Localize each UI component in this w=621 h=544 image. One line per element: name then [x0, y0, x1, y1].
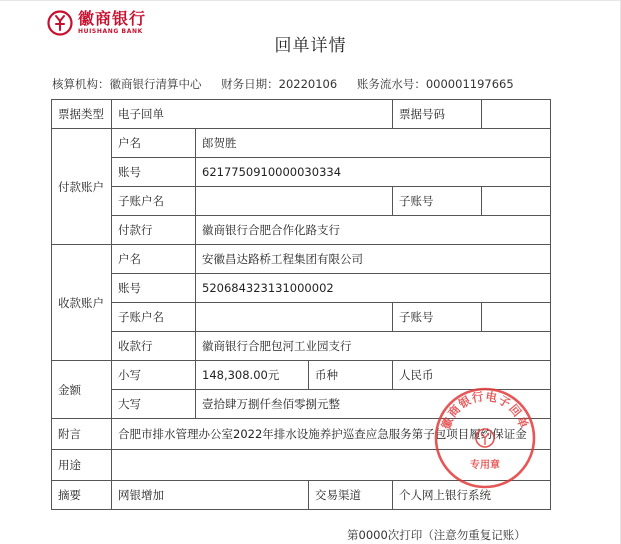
channel-label: 交易渠道 [309, 481, 393, 510]
bank-name-cn: 徽商银行 [78, 9, 147, 28]
amount-small-label: 小写 [112, 361, 196, 390]
payer-sub-no-label: 子账号 [393, 187, 482, 216]
payee-group-label: 收款账户 [52, 245, 112, 361]
usage-value [112, 450, 551, 481]
page-title: 回单详情 [274, 36, 347, 56]
payer-sub-name-value [196, 187, 393, 216]
table-row [52, 274, 551, 303]
payee-account-label: 账号 [112, 274, 196, 303]
payee-sub-no-label: 子账号 [393, 303, 482, 332]
table-row [52, 419, 551, 450]
seal-top-text: 徽商银行电子回单 [438, 389, 532, 432]
table-row [52, 100, 551, 129]
table-row [52, 481, 551, 510]
payee-sub-no-value [482, 303, 551, 332]
amount-small-value: 148,308.00元 [196, 361, 309, 390]
payer-bank-label: 付款行 [112, 216, 196, 245]
table-row [52, 450, 551, 481]
payer-name-label: 户名 [112, 129, 196, 158]
payer-bank-value: 徽商银行合肥合作化路支行 [196, 216, 551, 245]
table-row [52, 303, 551, 332]
table-row [52, 332, 551, 361]
payee-name-value: 安徽昌达路桥工程集团有限公司 [196, 245, 551, 274]
receipt-meta [52, 76, 530, 92]
table-row [52, 187, 551, 216]
payee-sub-name-label: 子账户名 [112, 303, 196, 332]
ticket-type-value: 电子回单 [112, 100, 393, 129]
payee-bank-value: 徽商银行合肥包河工业园支行 [196, 332, 551, 361]
postscript-value: 合肥市排水管理办公室2022年排水设施养护巡查应急服务第子包项目履约保证金 [112, 419, 551, 450]
usage-label: 用途 [52, 450, 112, 481]
print-note: 第0000次打印（注意勿重复记账） [347, 528, 526, 542]
ticket-no-value [482, 100, 551, 129]
channel-value: 个人网上银行系统 [393, 481, 551, 510]
receipt-table [51, 99, 551, 510]
payer-account-value: 6217750910000030334 [196, 158, 551, 187]
payer-name-value: 郎贺胜 [196, 129, 551, 158]
payee-name-label: 户名 [112, 245, 196, 274]
payer-account-label: 账号 [112, 158, 196, 187]
date-text: 财务日期：20220106 [221, 77, 338, 91]
payer-sub-name-label: 子账户名 [112, 187, 196, 216]
payee-account-value: 520684323131000002 [196, 274, 551, 303]
amount-large-label: 大写 [112, 390, 196, 419]
summary-label: 摘要 [52, 481, 112, 510]
ticket-type-label: 票据类型 [52, 100, 112, 129]
seal-bottom-text: 专用章 [470, 460, 500, 471]
table-row [52, 129, 551, 158]
payer-sub-no-value [482, 187, 551, 216]
table-row [52, 158, 551, 187]
ticket-no-label: 票据号码 [393, 100, 482, 129]
summary-value: 网银增加 [112, 481, 309, 510]
org-text: 核算机构：徽商银行清算中心 [52, 77, 202, 91]
currency-label: 币种 [309, 361, 393, 390]
amount-group-label: 金额 [52, 361, 112, 419]
payee-bank-label: 收款行 [112, 332, 196, 361]
postscript-label: 附言 [52, 419, 112, 450]
bank-name-en: HUISHANG BANK [78, 28, 143, 35]
payer-group-label: 付款账户 [52, 129, 112, 245]
currency-value: 人民币 [393, 361, 551, 390]
table-row [52, 245, 551, 274]
table-row [52, 390, 551, 419]
table-row [52, 216, 551, 245]
amount-large-value: 壹拾肆万捌仟叁佰零捌元整 [196, 390, 551, 419]
payee-sub-name-value [196, 303, 393, 332]
table-row [52, 361, 551, 390]
serial-text: 账务流水号：000001197665 [356, 77, 514, 91]
top-border [0, 0, 621, 1]
